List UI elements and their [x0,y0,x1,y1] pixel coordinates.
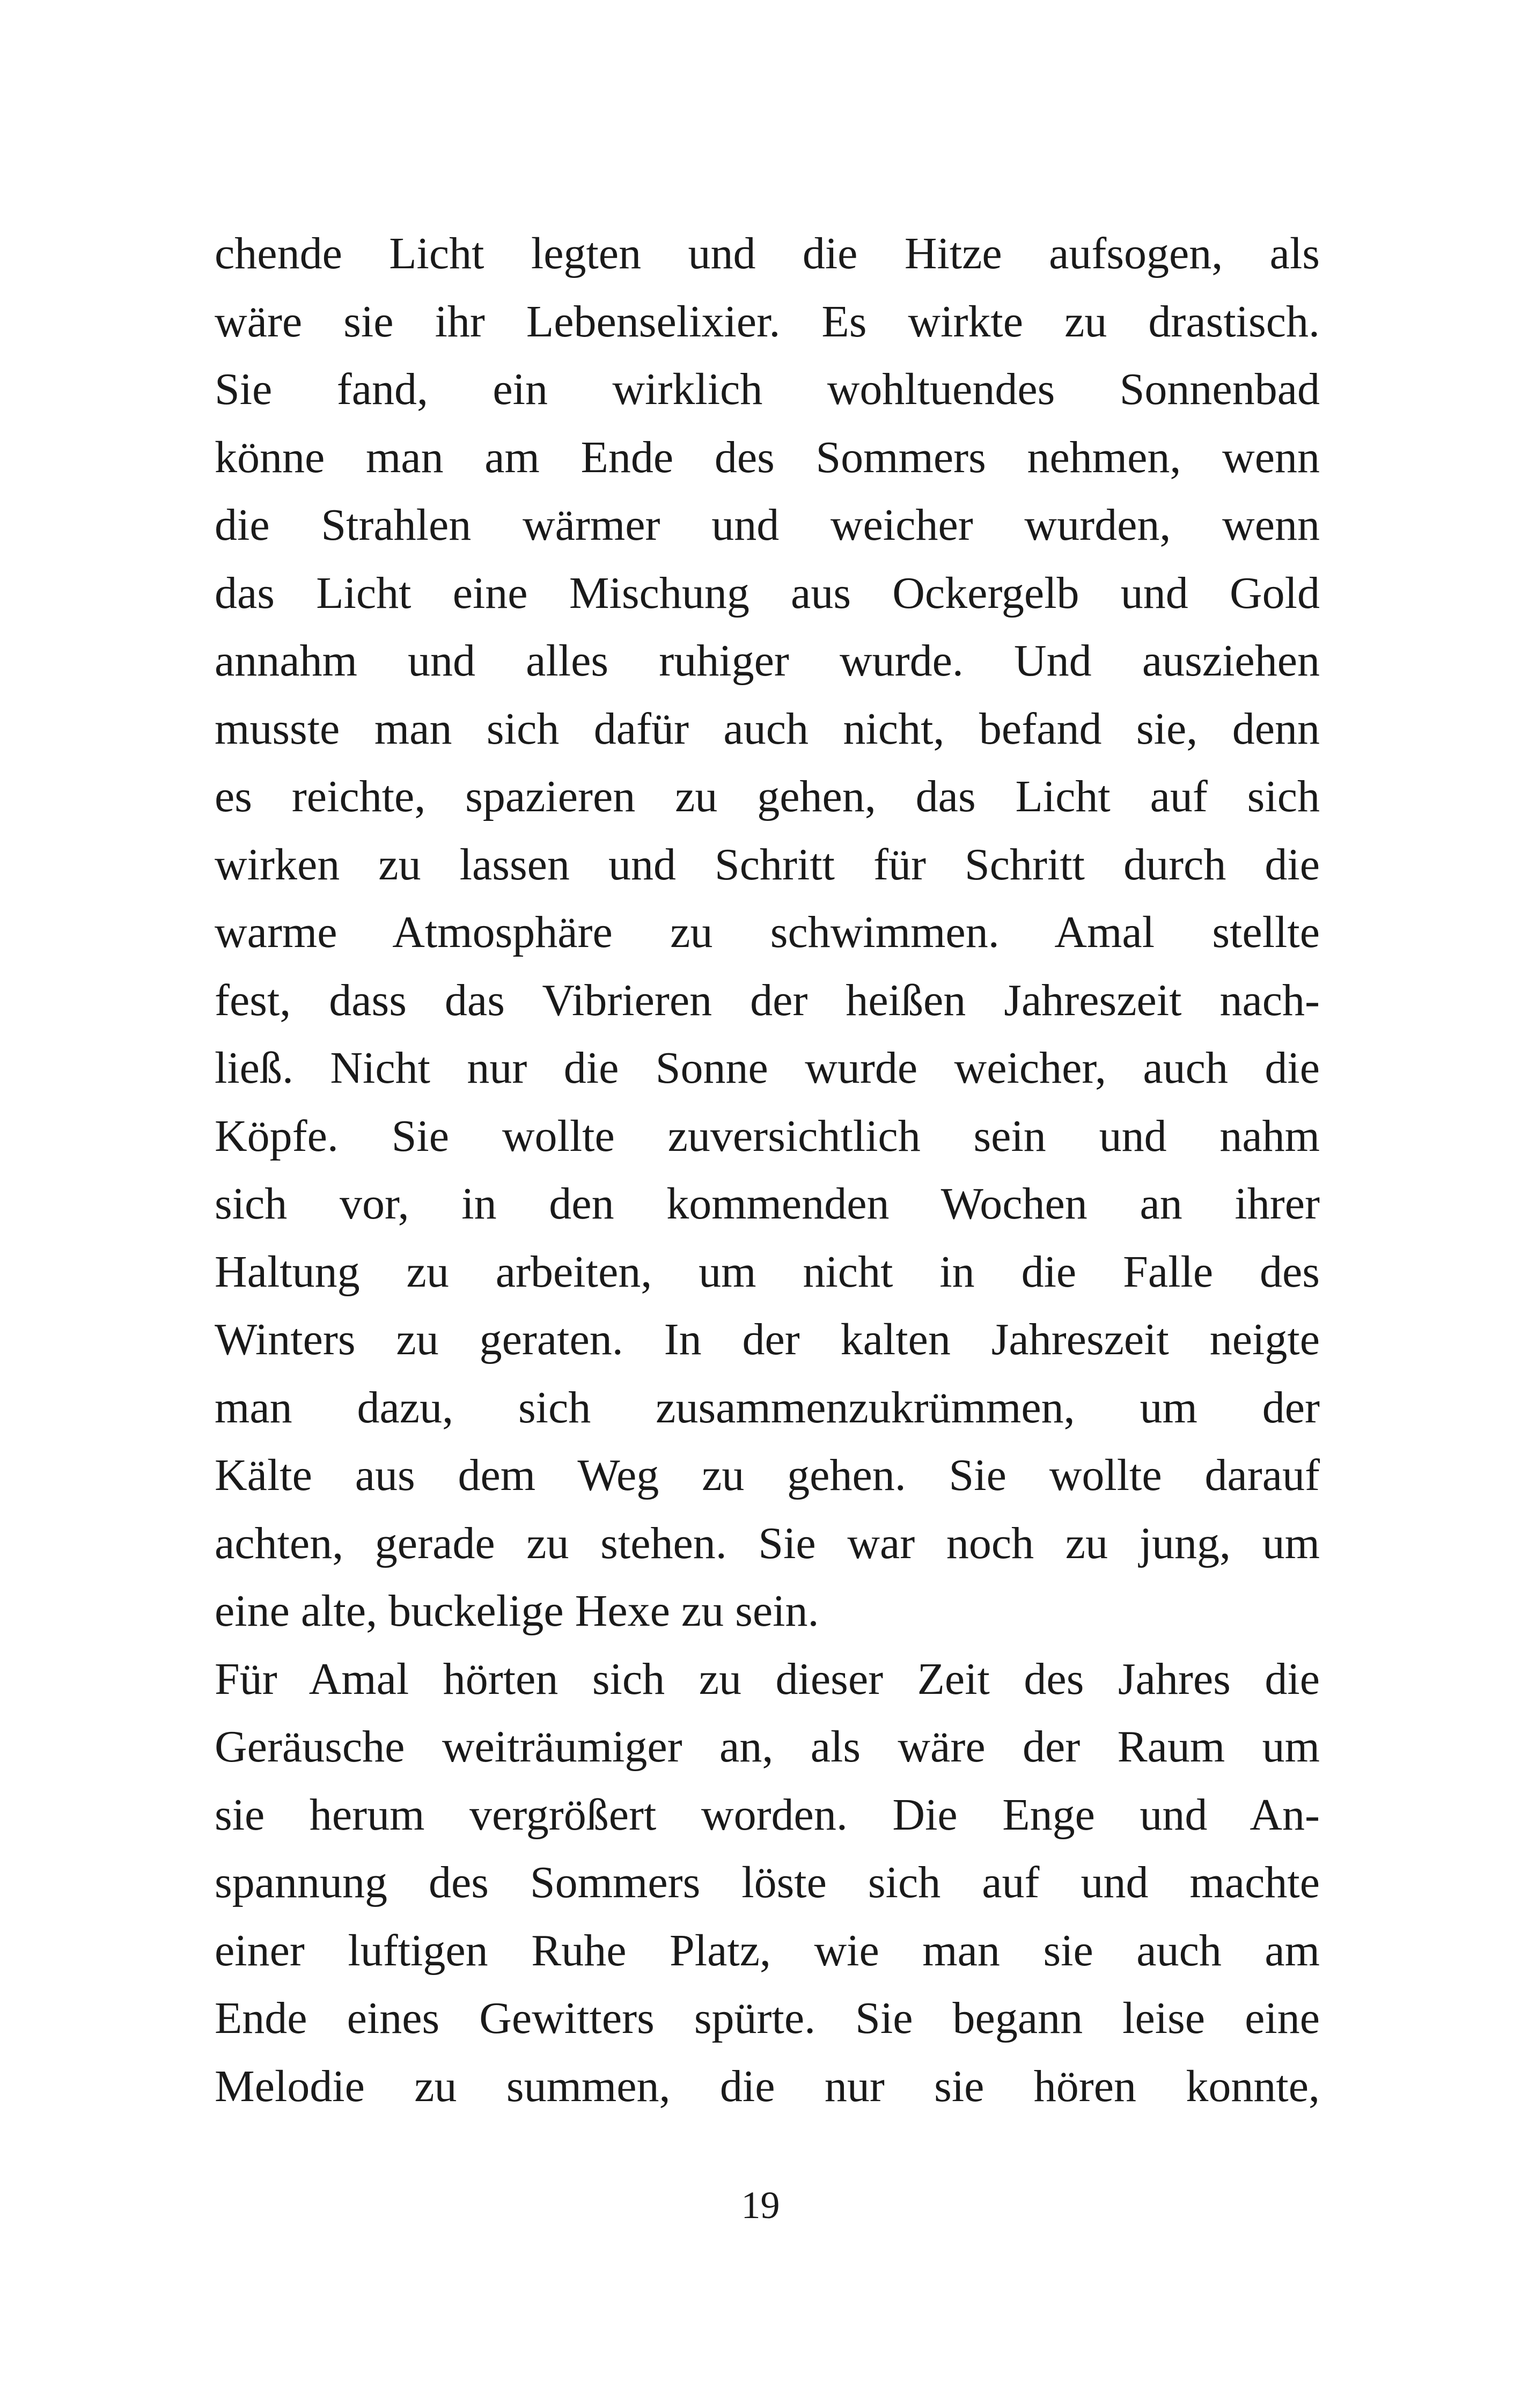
text-line: musste man sich dafür auch nicht, befand sie, denn [215,703,1320,754]
text-line: achten, gerade zu stehen. Sie war noch zu jung, um [215,1518,1320,1568]
text-line: Köpfe. Sie wollte zuversichtlich sein und nahm [215,1111,1320,1161]
text-line: Für Amal hörten sich zu dieser Zeit des Jahres die [215,1654,1320,1704]
text-line: warme Atmosphäre zu schwimmen. Amal stellte [215,907,1320,957]
text-line: Winters zu geraten. In der kalten Jahreszeit neigte [215,1315,1320,1364]
text-line: die Strahlen wärmer und weicher wurden, wenn [215,500,1320,550]
text-line: wäre sie ihr Lebenselixier. Es wirkte zu drastisch. [215,296,1320,347]
text-line: Melodie zu summen, die nur sie hören konnte, [215,2061,1320,2111]
text-line: das Licht eine Mischung aus Ockergelb und Gold [215,568,1320,618]
text-line: chende Licht legten und die Hitze aufsogen, als [215,229,1320,278]
text-line: Geräusche weiträumiger an, als wäre der Raum um [215,1722,1320,1772]
text-line-paragraph-end: eine alte, buckelige Hexe zu sein. [215,1586,819,1636]
text-line: wirken zu lassen und Schritt für Schritt durch die [215,839,1320,890]
text-line: Ende eines Gewitters spürte. Sie begann leise eine [215,1993,1320,2043]
text-line: sich vor, in den kommenden Wochen an ihrer [215,1179,1320,1229]
text-line: sie herum vergrößert worden. Die Enge und An- [215,1789,1320,1840]
text-line: könne man am Ende des Sommers nehmen, wenn [215,432,1320,482]
text-line: Haltung zu arbeiten, um nicht in die Falle des [215,1246,1320,1297]
text-line: ließ. Nicht nur die Sonne wurde weicher, auch die [215,1043,1320,1093]
text-line: man dazu, sich zusammenzukrümmen, um der [215,1382,1320,1433]
text-line: Sie fand, ein wirklich wohltuendes Sonnenbad [215,364,1320,414]
text-line: spannung des Sommers löste sich auf und machte [215,1858,1320,1907]
text-line: annahm und alles ruhiger wurde. Und ausziehen [215,636,1320,686]
text-line: fest, dass das Vibrieren der heißen Jahreszeit nach- [215,975,1320,1025]
text-line: es reichte, spazieren zu gehen, das Licht auf sich [215,772,1320,821]
text-line: einer luftigen Ruhe Platz, wie man sie auch am [215,1925,1320,1976]
text-line: Kälte aus dem Weg zu gehen. Sie wollte darauf [215,1450,1320,1500]
page-number: 19 [741,2184,780,2227]
body-text [215,220,1320,2120]
